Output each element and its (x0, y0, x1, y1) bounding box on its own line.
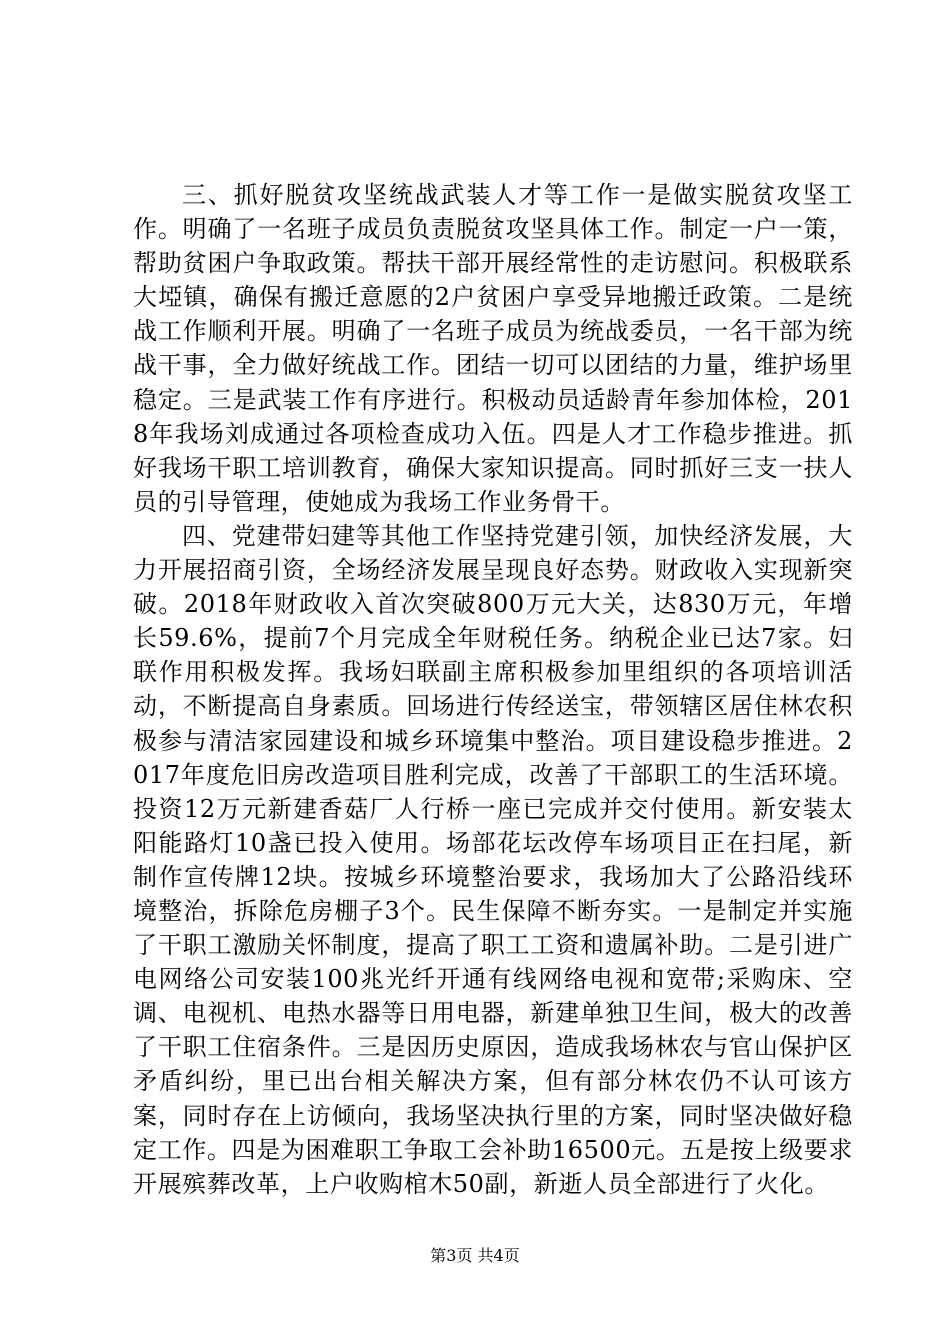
document-body (133, 178, 853, 1201)
page-footer-indicator: 第3页 共4页 (430, 1246, 520, 1265)
paragraph-poverty-united-front-armed-talent: 三、抓好脱贫攻坚统战武装人才等工作一是做实脱贫攻坚工作。明确了一名班子成员负责脱贫攻坚具体工作。制定一户一策，帮助贫困户争取政策。帮扶干部开展经常性的走访慰问。积极联系大埡镇，确保有搬迁意愿的2户贫困户享受异地搬迁政策。二是统战工作顺利开展。明确了一名班子成员为统战委员，一名干部为统战干事，全力做好统战工作。团结一切可以团结的力量，维护场里稳定。三是武装工作有序进行。积极动员适龄青年参加体检，2018年我场刘成通过各项检查成功入伍。四是人才工作稳步推进。抓好我场干职工培训教育，确保大家知识提高。同时抓好三支一扶人员的引导管理，使她成为我场工作业务骨干。 (133, 181, 853, 516)
paragraph-party-building-women-other-work: 四、党建带妇建等其他工作坚持党建引领，加快经济发展，大力开展招商引资，全场经济发展呈现良好态势。财政收入实现新突破。2018年财政收入首次突破800万元大关，达830万元，年增长59.6%，提前7个月完成全年财税任务。纳税企业已达7家。妇联作用积极发挥。我场妇联副主席积极参加里组织的各项培训活动，不断提高自身素质。回场进行传经送宝，带领辖区居住林农积极参与清洁家园建设和城乡环境集中整治。项目建设稳步推进。2017年度危旧房改造项目胜利完成，改善了干部职工的生活环境。投资12万元新建香菇厂人行桥一座已完成并交付使用。新安装太阳能路灯10盏已投入使用。场部花坛改停车场项目正在扫尾，新制作宣传牌12块。按城乡环境整治要求，我场加大了公路沿线环境整治，拆除危房棚子3个。民生保障不断夯实。一是制定并实施了干职工激励关怀制度，提高了职工工资和遗属补助。二是引进广电网络公司安装100兆光纤开通有线网络电视和宽带;采购床、空调、电视机、电热水器等日用电器，新建单独卫生间，极大的改善了干职工住宿条件。三是因历史原因，造成我场林农与官山保护区矛盾纠纷，里已出台相关解决方案，但有部分林农仍不认可该方案，同时存在上访倾向，我场坚决执行里的方案，同时坚决做好稳定工作。四是为困难职工争取工会补助16500元。五是按上级要求开展殡葬改革，上户收购棺木50副，新逝人员全部进行了火化。 (133, 521, 853, 1198)
